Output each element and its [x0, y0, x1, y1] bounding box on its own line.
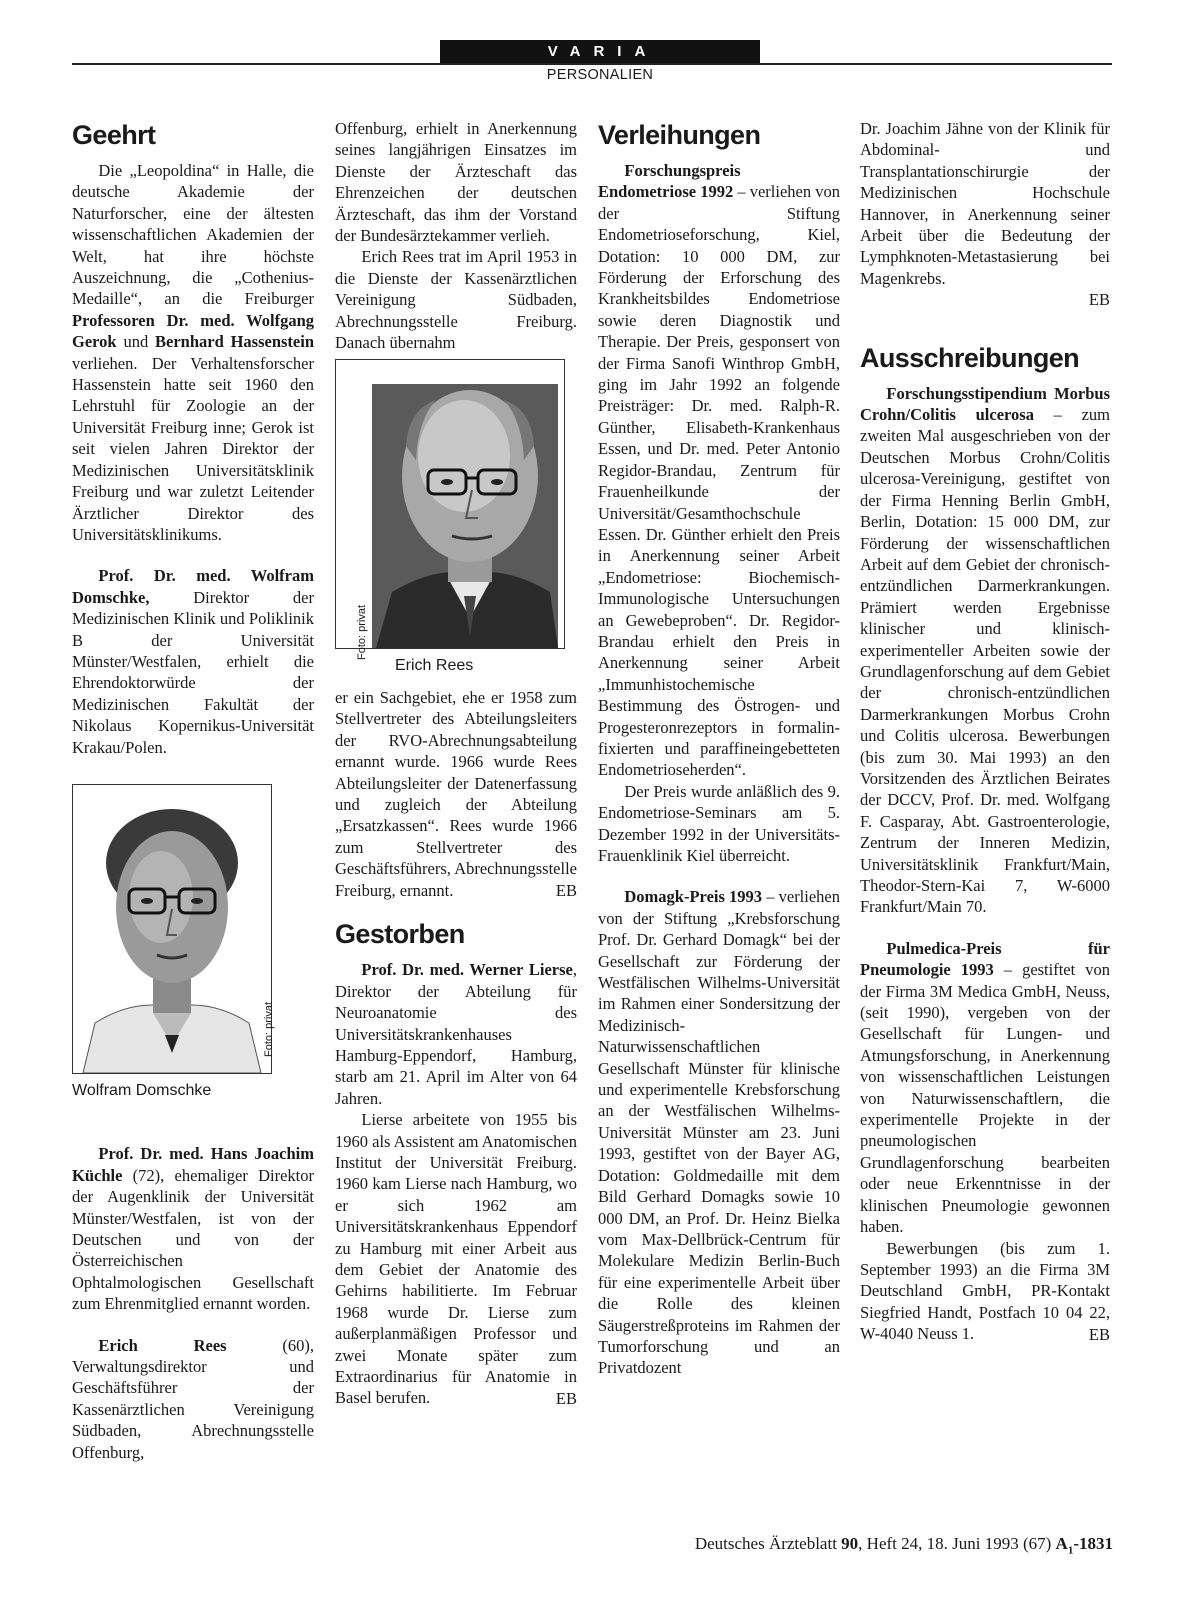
photo-credit: Foto: privat: [263, 1001, 275, 1057]
photo-rees: [335, 359, 565, 661]
paragraph-domschke: Prof. Dr. med. Wolfram Domschke, Direktor der Medizinischen Klinik und Poliklinik B der Universität Münster/Westfalen, erhielt die Ehrendoktorwürde der Medizinischen Fakultät der Nikolaus Kopernikus-Universität Krakau/Polen.: [72, 566, 314, 757]
paragraph-domagk: Domagk-Preis 1993 – verliehen von der Stiftung „Krebsforschung Prof. Dr. Gerhard Domagk“ bei der Gesellschaft zur Förderung der Westfälischen Wilhelms-Universität im Rahmen einer Sondersitzung der Medizinisch-Naturwissenschaftlichen Gesellschaft Münster für klinische und experimentelle Krebsforschung an der Westfälischen Wilhelms-Universität Münster am 23. Juni 1993, gestiftet von der Bayer AG, Dotation: Goldmedaille mit dem Bild Gerhard Domagks sowie 10 000 DM, an Prof. Dr. Heinz Bielka vom Max-Dellbrück-Centrum für Molekulare Medizin Berlin-Buch für eine experimentelle Arbeit über die Rolle des kleinen Säugerstreßproteins im Rahmen der Tumorforschung und an Privatdozent: [598, 887, 840, 1378]
paragraph-seminar: Der Preis wurde anläßlich des 9. Endometriose-Seminars am 5. Dezember 1992 in der Universitäts-Frauenklinik Kiel überreicht.: [598, 781, 840, 865]
heading-verleihungen: Verleihungen: [598, 120, 761, 150]
column-4: [860, 118, 1110, 1345]
signature: EB: [555, 1388, 577, 1408]
subsection-label: PERSONALIEN: [546, 67, 654, 83]
column-1: [72, 118, 314, 1463]
photo-credit: Foto: privat: [356, 605, 368, 661]
column-2: [335, 118, 577, 1409]
paragraph-bewerbungen: Bewerbungen (bis zum 1. September 1993) an die Firma 3M Deutschland GmbH, PR-Kontakt Siegfried Handt, Postfach 10 04 22, W-4040 Neuss 1.: [860, 1238, 1110, 1344]
portrait-image: [73, 785, 271, 1073]
page-number: $A_1-1831$: [1055, 1534, 1113, 1557]
paragraph-jaehne: Dr. Joachim Jähne von der Klinik für Abdominal- und Transplantationschirurgie der Medizinischen Hochschule Hannover, in Anerkennung seiner Arbeit über die Bedeutung der Lymphknoten-Metastasierung bei Magenkrebs.: [860, 119, 1110, 288]
signature: EB: [1088, 290, 1110, 310]
paragraph-endometriose: Forschungspreis Endometriose 1992 – verliehen von der Stiftung Endometrioseforschung, Kiel, Dotation: 10 000 DM, zur Förderung der Erforschung des Krankheitsbildes Endometriose sowie deren Diagnostik und Therapie. Der Preis, gesponsert von der Firma Sanofi Winthrop GmbH, ging im Jahr 1992 an folgende Preisträger: Dr. med. Ralph-R. Günther, Elisabeth-Krankenhaus Essen, und Dr. med. Peter Antonio Regidor-Brandau, Zentrum für Frauenheilkunde der Universität/Gesamthochschule Essen. Dr. Günther erhielt den Preis in Anerkennung seiner Arbeit „Endometriose: Biochemisch-Immunologische Untersuchungen an Gewebeproben“. Dr. Regidor-Brandau erhielt den Preis in Anerkennung seiner Arbeit „Immunhistochemische Bestimmung des Östrogen- und Progesteronrezeptors in formalin-fixierten und paraffineingebetteten Endometrioseherden“.: [598, 161, 841, 780]
photo-rees-block: [335, 359, 577, 676]
paragraph-rees-intro: Erich Rees (60), Verwaltungsdirektor und Geschäftsführer der Kassenärztlichen Vereinigung Südbaden, Abrechnungsstelle Offenburg,: [72, 1335, 314, 1462]
paragraph-morbus-crohn: Forschungsstipendium Morbus Crohn/Colitis ulcerosa – zum zweiten Mal ausgeschrieben von der Deutschen Morbus Crohn/Colitis ulcerosa-Vereinigung, gestiftet von der Firma Henning Berlin GmbH, Berlin, Dotation: 15 000 DM, zur Förderung der wissenschaftlichen Arbeit auf dem Gebiet der chronisch-entzündlichen Darmerkrankungen. Prämiert werden Ergebnisse klinischer und klinisch-experimenteller Arbeiten sowie der Grundlagenforschung auf dem Gebiet der chronisch-entzündlichen Darmerkrankungen Morbus Crohn und Colitis ulcerosa. Bewerbungen (bis zum 30. Mai 1993) an den Vorsitzenden des Ärztlichen Beirates der DCCV, Prof. Dr. med. Wolfgang F. Casparay, Abt. Gastroenterologie, Zentrum der Inneren Medizin, Universitätsklinik Frankfurt/Main, Theodor-Stern-Kai 7, W-6000 Frankfurt/Main 70.: [860, 383, 1110, 917]
page-footer: Deutsches Ärzteblatt 90, Heft 24, 18. Juni 1993 (67) $A_1-1831$: [694, 1534, 1113, 1557]
heading-geehrt: Geehrt: [72, 120, 156, 150]
signature: EB: [1088, 1324, 1110, 1344]
paragraph-rees-2: Erich Rees trat im April 1953 in die Dienste der Kassenärztlichen Vereinigung Südbaden, Abrechnungsstelle Freiburg. Danach übernahm: [335, 247, 577, 353]
column-3: [598, 118, 840, 1379]
photo-caption: Wolfram Domschke: [72, 1081, 212, 1099]
paragraph-rees-3: er ein Sachgebiet, ehe er 1958 zum Stellvertreter des Abteilungsleiters der RVO-Abrechnungsabteilung ernannt wurde. 1966 wurde Rees Abteilungsleiter der Datenerfassung und zugleich der Abteilung „Ersatzkassen“. Rees wurde 1966 zum Stellvertreter des Geschäftsführers, Abrechnungsstelle Freiburg, ernannt.: [335, 687, 577, 900]
signature: EB: [555, 880, 577, 900]
paragraph-pulmedica: Pulmedica-Preis für Pneumologie 1993 – gestiftet von der Firma 3M Medica GmbH, Neuss, (seit 1990), vergeben von der Gesellschaft für Lungen- und Atmungsforschung, in Anerkennung von wissenschaftlichen Leistungen von Naturwissenschaftlern, die experimentelle Projekte in der pneumologischen Grundlagenforschung bearbeiten oder neue Erkenntnisse in der klinischen Pneumologie gewonnen haben.: [860, 938, 1110, 1237]
paragraph-leopoldina: Die „Leopoldina“ in Halle, die deutsche Akademie der Naturforscher, eine der ältesten wissenschaftlichen Akademien der Welt, hat ihre höchste Auszeichnung, die „Cothenius-Medaille“, an die Freiburger Professoren Dr. med. Wolfgang Gerok und Bernhard Hassenstein verliehen. Der Verhaltensforscher Hassenstein hatte seit 1960 den Lehrstuhl für Zoologie an der Universität Freiburg inne; Gerok ist seit vielen Jahren Direktor der Medizinischen Universitätsklinik Freiburg und war zuletzt Leitender Ärztlicher Direktor des Universitätsklinikums.: [72, 161, 314, 544]
photo-domschke-block: [72, 784, 314, 1101]
header-rule: [72, 63, 1112, 65]
photo-caption: Erich Rees: [395, 657, 474, 675]
section-label: VARIA: [440, 40, 760, 63]
paragraph-lierse-1: Prof. Dr. med. Werner Lierse, Direktor der Abteilung für Neuroanatomie des Universitätskrankenhauses Hamburg-Eppendorf, Hamburg, starb am 21. April im Alter von 64 Jahren.: [335, 960, 577, 1108]
heading-gestorben: Gestorben: [335, 919, 465, 950]
photo-domschke: [72, 784, 275, 1074]
paragraph-rees-1: Offenburg, erhielt in Anerkennung seines langjährigen Einsatzes im Dienste der Ärzteschaft das Ehrenzeichen der deutschen Ärzteschaft, das ihm der Vorstand der Bundesärztekammer verlieh.: [335, 119, 577, 246]
heading-ausschreibungen: Ausschreibungen: [860, 342, 1080, 373]
paragraph-kuechle: Prof. Dr. med. Hans Joachim Küchle (72), ehemaliger Direktor der Augenklinik der Universität Münster/Westfalen, ist von der Deutschen und von der Österreichischen Ophtalmologischen Gesellschaft zum Ehrenmitglied ernannt worden.: [72, 1144, 314, 1314]
paragraph-lierse-2: Lierse arbeitete von 1955 bis 1960 als Assistent am Anatomischen Institut der Universität Freiburg. 1960 kam Lierse nach Hamburg, wo er sich 1962 am Universitätskrankenhaus Eppendorf zu Hamburg mit einer Arbeit aus dem Gebiet der Anatomie des Gehirns habilitierte. Im Februar 1968 wurde Dr. Lierse zum außerplanmäßigen Professor und zwei Monate später zum Extraordinarius für Anatomie in Basel berufen.: [335, 1110, 577, 1408]
